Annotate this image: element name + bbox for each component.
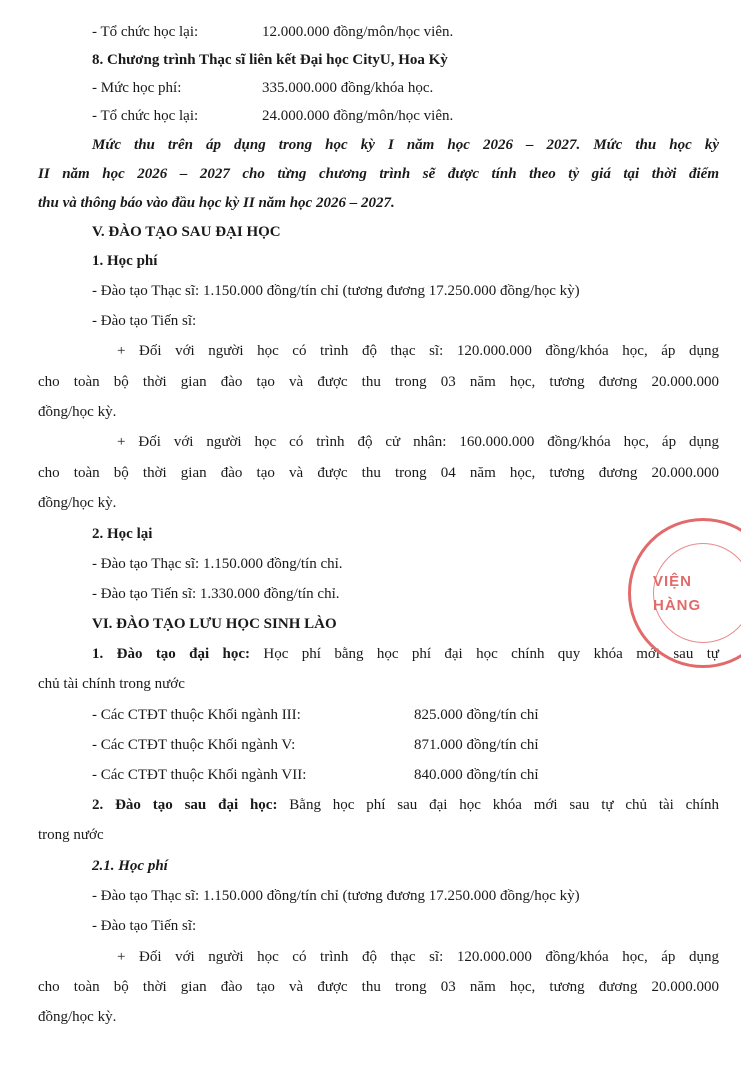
section-heading-vi: VI. ĐÀO TẠO LƯU HỌC SINH LÀO [92,616,337,632]
label: - Các CTĐT thuộc Khối ngành V: [92,737,296,753]
value: 24.000.000 đồng/môn/học viên. [262,108,454,124]
label: - Mức học phí: [92,80,182,96]
paragraph-line: đồng/học kỳ. [38,1009,117,1025]
rate-row [92,705,539,725]
label: - Tổ chức học lại: [92,108,199,124]
paragraph-line: trong nước [38,827,104,843]
label: - Tổ chức học lại: [92,24,199,40]
line-retake-fee [92,106,454,126]
rate-row [92,735,539,755]
value: 840.000 đồng/tín chỉ [414,767,539,783]
paragraph-line: - Đào tạo Tiến sĩ: [92,313,197,329]
paragraph-line [92,795,719,815]
section-heading-v: V. ĐÀO TẠO SAU ĐẠI HỌC [92,224,281,240]
note-line: Mức thu trên áp dụng trong học kỳ I năm học 2026 – 2027. Mức thu học kỳ [92,137,719,153]
seal-inner-ring [653,543,741,643]
paragraph-line: + Đối với người học có trình độ thạc sĩ: 120.000.000 đồng/khóa học, áp dụng [117,343,719,359]
note-line: II năm học 2026 – 2027 cho từng chương trình sẽ được tính theo tỷ giá tại thời điểm [38,166,719,182]
seal-text: HÀNG [653,597,702,614]
line-retake-fee [92,22,454,42]
seal-text: VIỆN [653,573,693,590]
label: - Các CTĐT thuộc Khối ngành III: [92,707,301,723]
inline-text: Học phí bằng học phí đại học chính quy khóa mới sau tự [250,646,719,662]
rate-row [92,765,539,785]
paragraph-line [92,644,719,664]
subheading: 1. Học phí [92,253,158,269]
paragraph-line: + Đối với người học có trình độ cử nhân: 160.000.000 đồng/khóa học, áp dụng [117,434,719,450]
paragraph-line: - Đào tạo Tiến sĩ: 1.330.000 đồng/tín chỉ. [92,586,340,602]
value: 12.000.000 đồng/môn/học viên. [262,24,454,40]
value: 825.000 đồng/tín chỉ [414,707,539,723]
paragraph-line: - Đào tạo Thạc sĩ: 1.150.000 đồng/tín chỉ (tương đương 17.250.000 đồng/học kỳ) [92,283,580,299]
inline-heading: 1. Đào tạo đại học: [92,646,251,662]
value: 335.000.000 đồng/khóa học. [262,80,434,96]
inline-heading: 2. Đào tạo sau đại học: [92,797,278,813]
note-line: thu và thông báo vào đầu học kỳ II năm học 2026 – 2027. [38,195,395,211]
inline-text: Bằng học phí sau đại học khóa mới sau tự chủ tài chính [277,797,719,813]
line-tuition [92,78,434,98]
paragraph-line: cho toàn bộ thời gian đào tạo và được thu trong 03 năm học, tương đương 20.000.000 [38,374,719,390]
paragraph-line: - Đào tạo Tiến sĩ: [92,918,197,934]
paragraph-line: chủ tài chính trong nước [38,676,185,692]
subheading: 2. Học lại [92,526,153,542]
subheading: 2.1. Học phí [92,858,168,874]
paragraph-line: cho toàn bộ thời gian đào tạo và được thu trong 03 năm học, tương đương 20.000.000 [38,979,719,995]
label: - Các CTĐT thuộc Khối ngành VII: [92,767,307,783]
paragraph-line: đồng/học kỳ. [38,495,117,511]
section-heading-8: 8. Chương trình Thạc sĩ liên kết Đại học CityU, Hoa Kỳ [92,52,448,68]
paragraph-line: + Đối với người học có trình độ thạc sĩ: 120.000.000 đồng/khóa học, áp dụng [117,949,719,965]
value: 871.000 đồng/tín chỉ [414,737,539,753]
paragraph-line: - Đào tạo Thạc sĩ: 1.150.000 đồng/tín chỉ (tương đương 17.250.000 đồng/học kỳ) [92,888,580,904]
paragraph-line: đồng/học kỳ. [38,404,117,420]
paragraph-line: - Đào tạo Thạc sĩ: 1.150.000 đồng/tín chỉ. [92,556,343,572]
paragraph-line: cho toàn bộ thời gian đào tạo và được thu trong 04 năm học, tương đương 20.000.000 [38,465,719,481]
